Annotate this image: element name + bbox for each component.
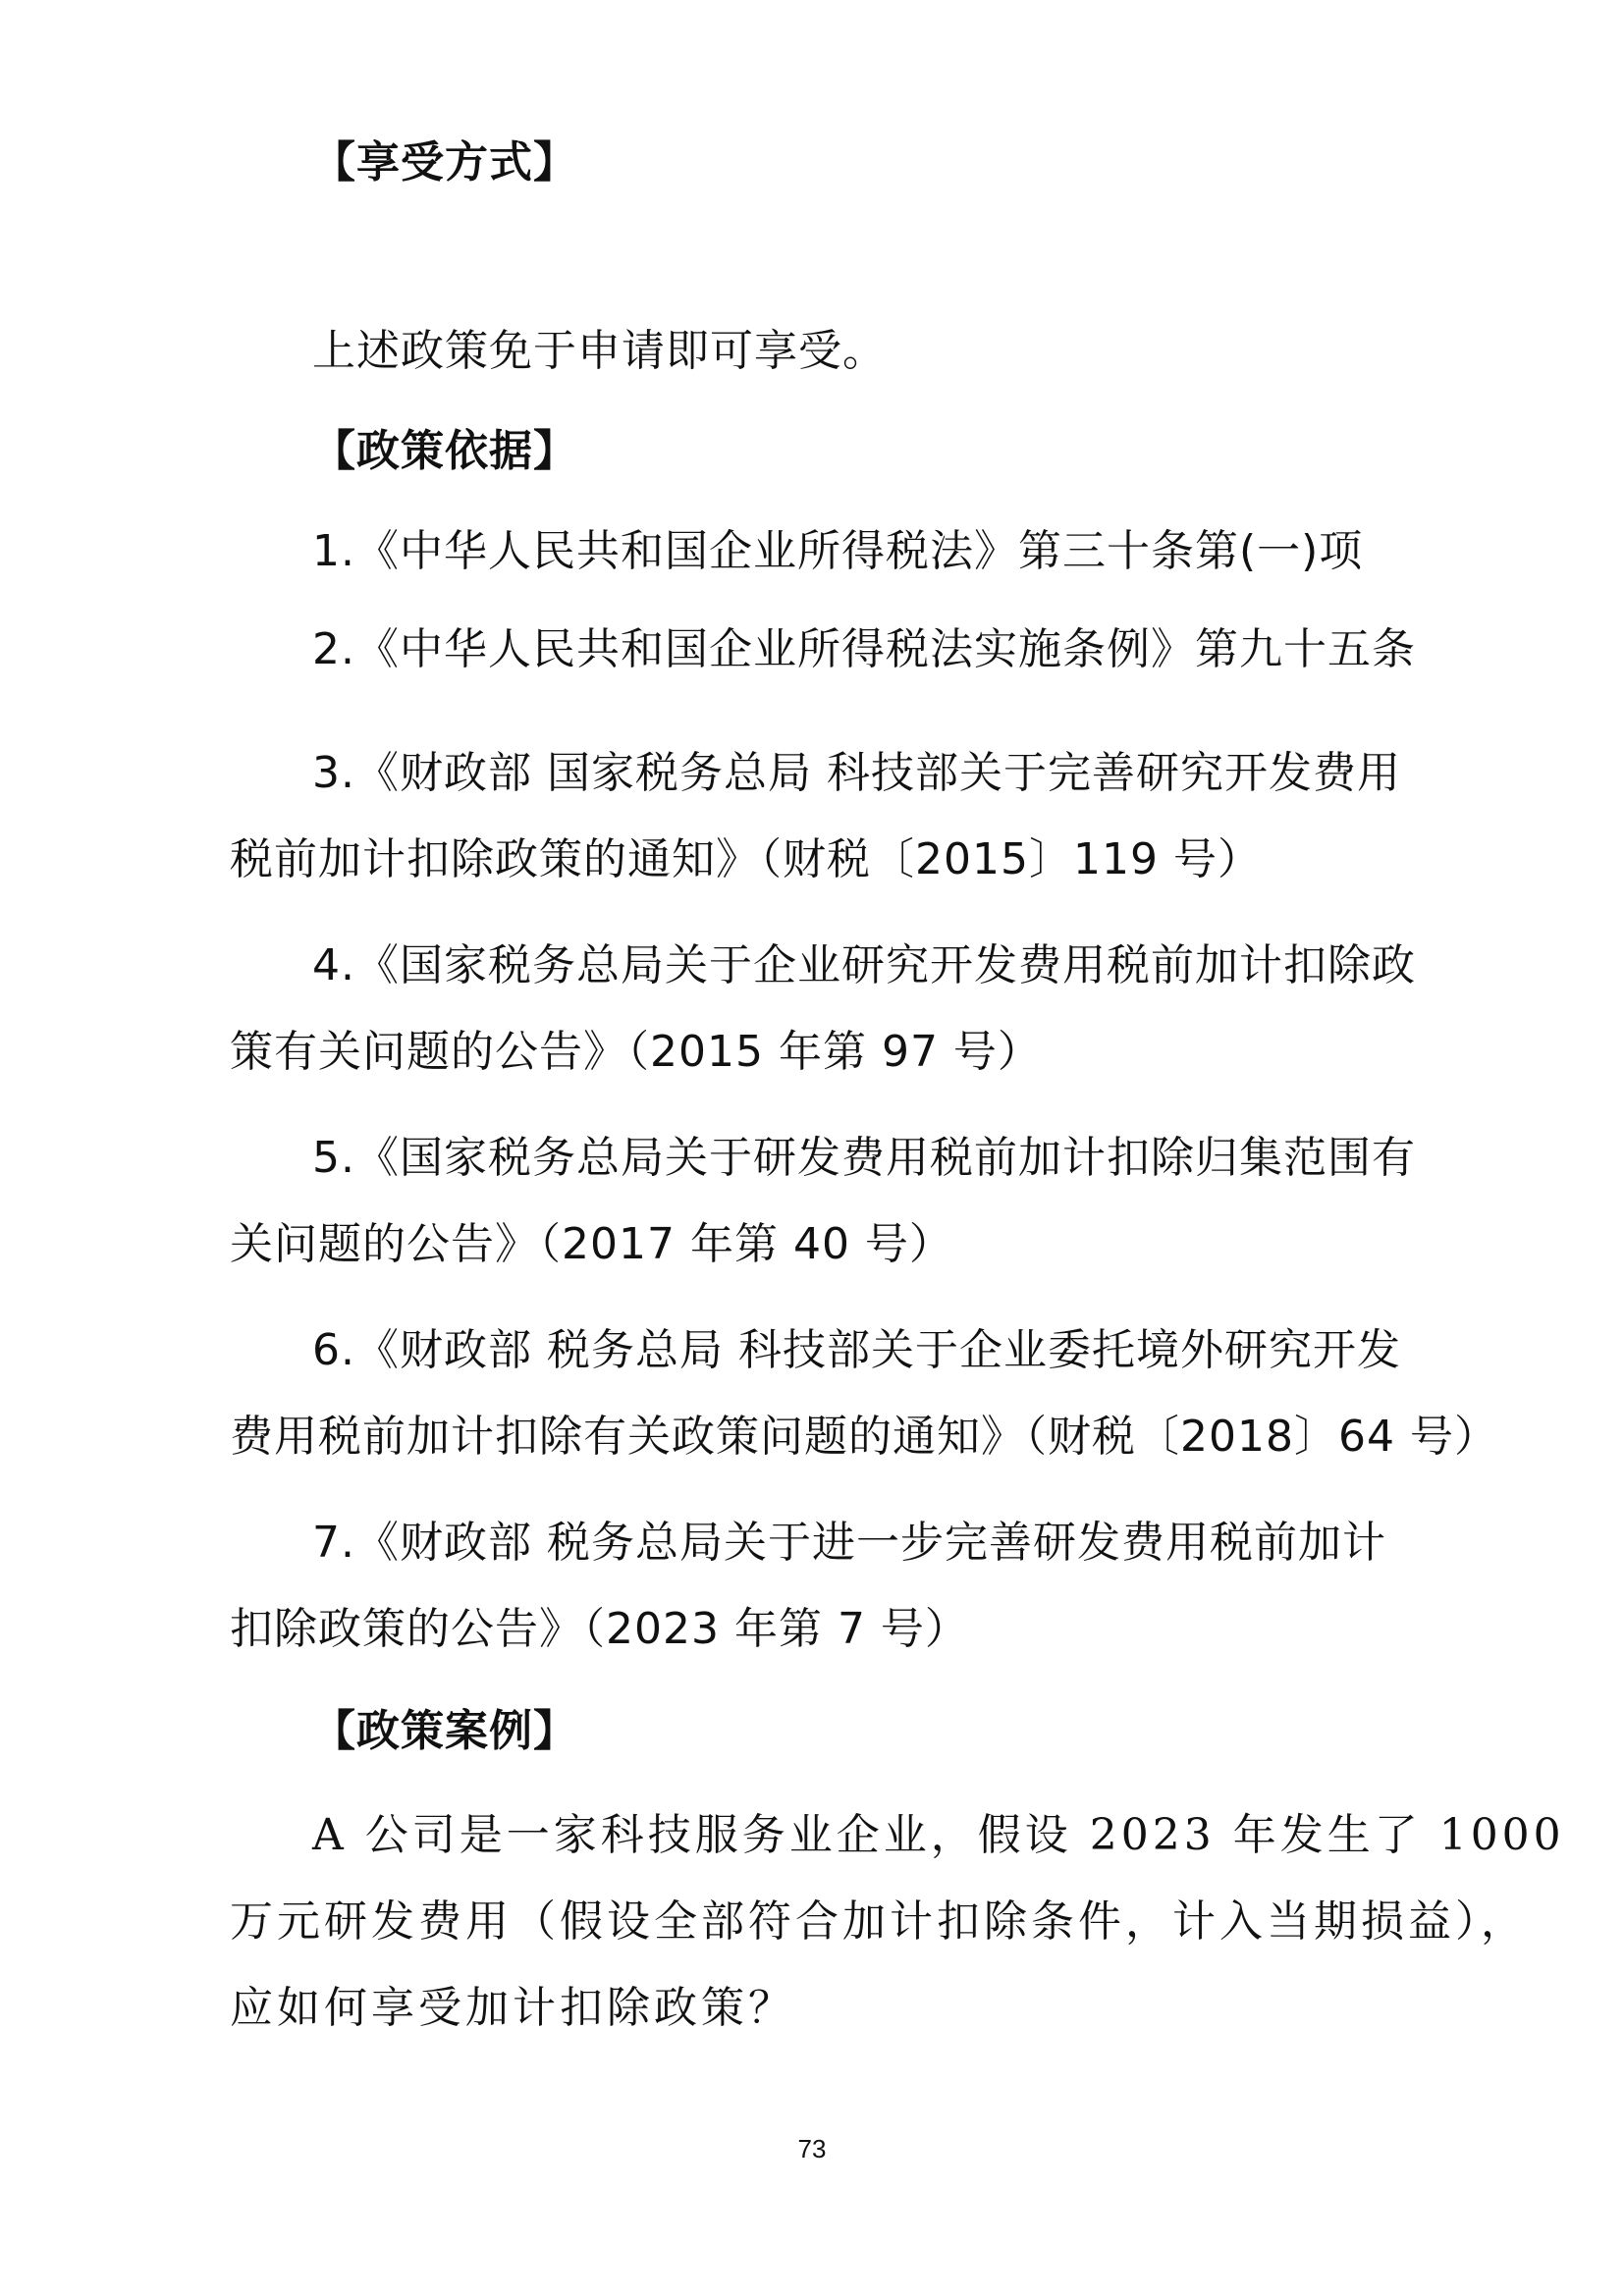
policy-case-text-line-3: 应如何享受加计扣除政策？: [230, 1983, 795, 2033]
policy-case-text-line-1: A 公司是一家科技服务业企业，假设 2023 年发生了 1000: [312, 1810, 1565, 1860]
policy-basis-item-7-line-1: 7.《财政部 税务总局关于进一步完善研发费用税前加计: [312, 1518, 1386, 1568]
heading-policy-basis: 【政策依据】: [312, 426, 577, 476]
policy-basis-item-4-line-1: 4.《国家税务总局关于企业研究开发费用税前加计扣除政: [312, 940, 1416, 990]
policy-basis-item-3-line-1: 3.《财政部 国家税务总局 科技部关于完善研究开发费用: [312, 748, 1401, 798]
enjoy-method-text: 上述政策免于申请即可享受。: [312, 326, 887, 376]
policy-basis-item-6-line-2: 费用税前加计扣除有关政策问题的通知》（财税〔2018〕64 号）: [230, 1412, 1498, 1462]
heading-enjoy-method: 【享受方式】: [312, 137, 577, 187]
policy-basis-item-1: 1.《中华人民共和国企业所得税法》第三十条第(一)项: [312, 526, 1364, 576]
policy-case-text-line-2: 万元研发费用（假设全部符合加计扣除条件，计入当期损益），: [230, 1896, 1528, 1947]
policy-basis-item-5-line-2: 关问题的公告》（2017 年第 40 号）: [230, 1219, 953, 1269]
policy-basis-item-7-line-2: 扣除政策的公告》（2023 年第 7 号）: [230, 1604, 969, 1654]
policy-basis-item-6-line-1: 6.《财政部 税务总局 科技部关于企业委托境外研究开发: [312, 1325, 1401, 1375]
page-number: 73: [797, 2134, 827, 2163]
policy-basis-item-4-line-2: 策有关问题的公告》（2015 年第 97 号）: [230, 1027, 1042, 1077]
heading-policy-case: 【政策案例】: [312, 1706, 577, 1756]
policy-basis-item-3-line-2: 税前加计扣除政策的通知》（财税〔2015〕119 号）: [230, 834, 1262, 884]
policy-basis-item-5-line-1: 5.《国家税务总局关于研发费用税前加计扣除归集范围有: [312, 1133, 1416, 1183]
policy-basis-item-2: 2.《中华人民共和国企业所得税法实施条例》第九十五条: [312, 624, 1416, 674]
